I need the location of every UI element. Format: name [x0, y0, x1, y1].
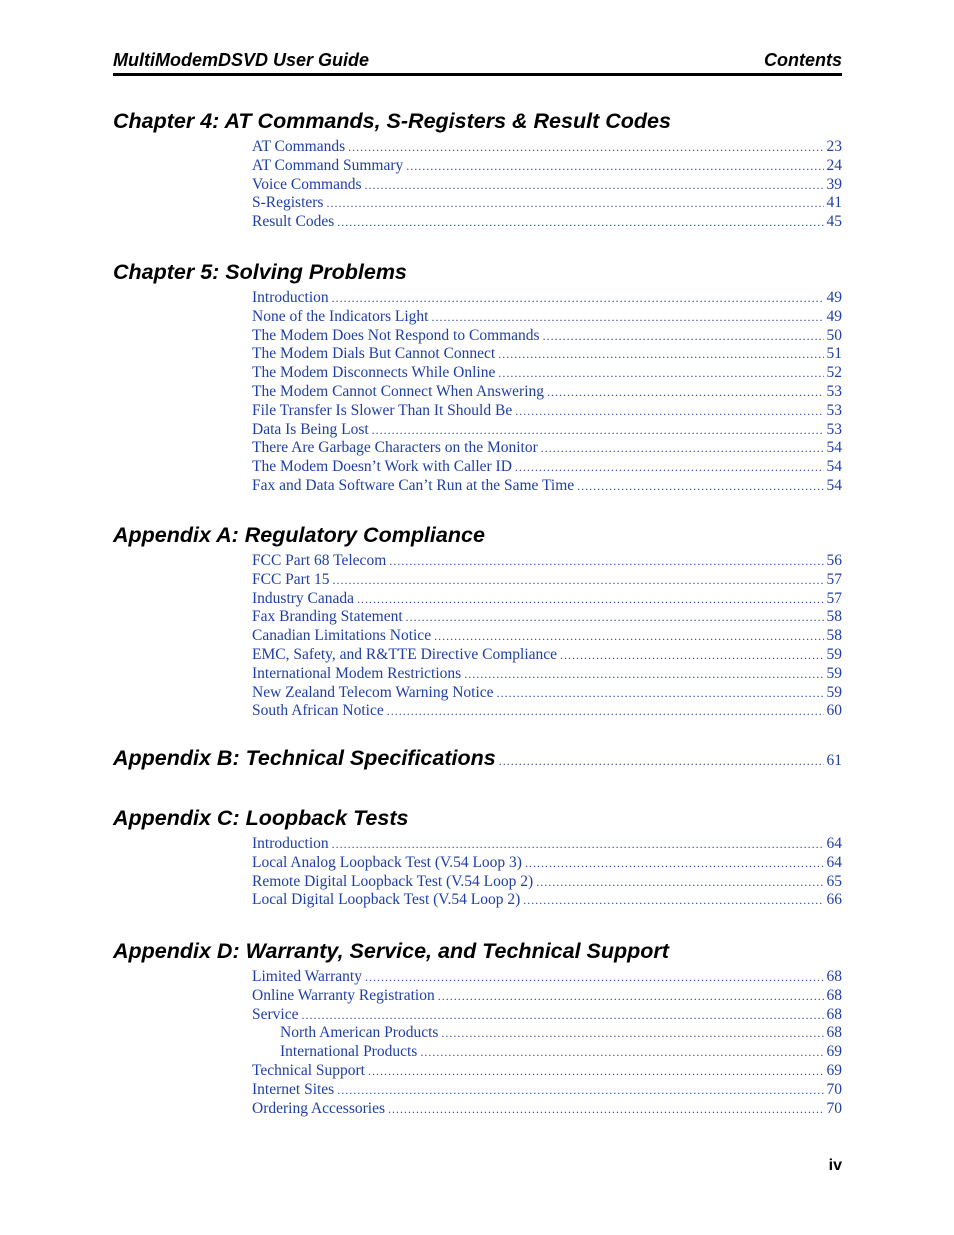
- toc-entry-label[interactable]: None of the Indicators Light: [252, 307, 429, 325]
- dot-leader: [388, 1100, 824, 1119]
- dot-leader: [541, 439, 824, 458]
- toc-entry-page[interactable]: 68: [826, 1005, 842, 1023]
- toc-entry-page[interactable]: 54: [826, 476, 842, 494]
- dot-leader: [523, 891, 823, 910]
- toc-entry[interactable]: [252, 308, 842, 327]
- dot-leader: [337, 1081, 823, 1100]
- toc-entry-label[interactable]: Limited Warranty: [252, 968, 362, 985]
- toc-entry-label[interactable]: Service: [252, 1005, 299, 1023]
- toc-entry-page[interactable]: 24: [826, 156, 842, 174]
- dot-leader: [434, 627, 823, 646]
- toc-entry[interactable]: [252, 1100, 842, 1119]
- toc-entry-page[interactable]: 39: [826, 175, 842, 193]
- toc-entry[interactable]: [252, 873, 842, 892]
- toc-section-appendix-a: [113, 521, 842, 721]
- dot-leader: [438, 987, 824, 1006]
- toc-entry[interactable]: [252, 665, 842, 684]
- dot-leader: [387, 702, 824, 721]
- dot-leader: [333, 571, 824, 590]
- toc-entry-page[interactable]: 52: [826, 364, 842, 382]
- dot-leader: [372, 421, 824, 440]
- dot-leader: [525, 854, 824, 873]
- dot-leader: [431, 308, 823, 327]
- dot-leader: [420, 1043, 823, 1062]
- toc-entry-label[interactable]: Online Warranty Registration: [252, 986, 435, 1004]
- toc-entry-label[interactable]: South African Notice: [252, 702, 384, 720]
- toc-entry[interactable]: [252, 627, 842, 646]
- dot-leader: [332, 289, 824, 308]
- toc-entry[interactable]: [252, 289, 842, 308]
- dot-leader: [497, 684, 824, 703]
- toc-entry[interactable]: [252, 702, 842, 721]
- toc-entry-page[interactable]: 58: [826, 627, 842, 645]
- toc-entry-page[interactable]: 54: [826, 439, 842, 457]
- dot-leader: [389, 552, 823, 571]
- dot-leader: [368, 1062, 824, 1081]
- dot-leader: [560, 646, 823, 665]
- toc-entry-label[interactable]: Remote Digital Loopback Test (V.54 Loop 2): [252, 872, 534, 890]
- toc-entry[interactable]: [252, 383, 842, 402]
- toc-entry-page[interactable]: 70: [826, 1099, 842, 1117]
- toc-entry-label[interactable]: The Modem Cannot Connect When Answering: [252, 382, 545, 400]
- toc-entry-page[interactable]: 53: [826, 382, 842, 400]
- toc-entry-page[interactable]: 65: [826, 872, 842, 890]
- toc-entry-page[interactable]: 56: [826, 552, 842, 569]
- toc-entry-label[interactable]: Technical Support: [252, 1061, 365, 1079]
- toc-entry-label[interactable]: The Modem Disconnects While Online: [252, 364, 496, 382]
- toc-entry[interactable]: [252, 1006, 842, 1025]
- toc-entry-page[interactable]: 68: [826, 986, 842, 1004]
- toc-entry-label[interactable]: FCC Part 15: [252, 570, 330, 588]
- toc-entry-label[interactable]: The Modem Dials But Cannot Connect: [252, 345, 496, 363]
- toc-entry-page[interactable]: 60: [826, 702, 842, 720]
- toc-entry-page[interactable]: 23: [826, 138, 842, 155]
- toc-entry-label[interactable]: FCC Part 68 Telecom: [252, 552, 387, 569]
- toc-entry-page[interactable]: 59: [826, 683, 842, 701]
- toc-section-appendix-c: [113, 804, 842, 910]
- toc-entry-page[interactable]: 68: [826, 968, 842, 985]
- toc-entry-label[interactable]: New Zealand Telecom Warning Notice: [252, 683, 494, 701]
- toc-entry-label[interactable]: There Are Garbage Characters on the Monitor: [252, 439, 538, 457]
- dot-leader: [536, 873, 823, 892]
- toc-entry[interactable]: [252, 157, 842, 176]
- toc-entry-page[interactable]: 41: [826, 194, 842, 212]
- toc-entry-page[interactable]: 49: [826, 307, 842, 325]
- toc-entry[interactable]: [252, 345, 842, 364]
- toc-entry-page[interactable]: 69: [826, 1043, 842, 1061]
- toc-entry[interactable]: [252, 854, 842, 873]
- toc-section-appendix-d: [113, 937, 842, 1118]
- dot-leader: [498, 364, 823, 383]
- toc-entry[interactable]: [252, 138, 842, 157]
- dot-leader: [464, 665, 823, 684]
- toc-entry-label[interactable]: AT Commands: [252, 138, 346, 155]
- toc-entry-label[interactable]: S-Registers: [252, 194, 324, 212]
- toc-section-appendix-b[interactable]: [113, 746, 842, 771]
- toc-entry[interactable]: [252, 327, 842, 346]
- toc-entry-label[interactable]: Data Is Being Lost: [252, 420, 369, 438]
- toc-entry-label[interactable]: Fax Branding Statement: [252, 608, 403, 626]
- toc-entry-label[interactable]: Industry Canada: [252, 589, 355, 607]
- toc-entry-page[interactable]: 68: [826, 1024, 842, 1042]
- dot-leader: [577, 477, 823, 496]
- dot-leader: [301, 1006, 823, 1025]
- header-rule: [113, 73, 842, 76]
- section-title: Chapter 5: Solving Problems: [113, 260, 407, 284]
- toc-entry-page[interactable]: 59: [826, 645, 842, 663]
- toc-entry[interactable]: [252, 646, 842, 665]
- toc-entry-page[interactable]: 49: [826, 289, 842, 306]
- toc-entry-page[interactable]: 50: [826, 326, 842, 344]
- header-guide-title: MultiModemDSVD User Guide: [113, 50, 370, 70]
- toc-entry[interactable]: [252, 571, 842, 590]
- section-title: Appendix A: Regulatory Compliance: [113, 523, 485, 547]
- toc-entry-page[interactable]: 59: [826, 664, 842, 682]
- toc-entry[interactable]: [252, 891, 842, 910]
- toc-entry-label[interactable]: Fax and Data Software Can’t Run at the Same Time: [252, 476, 575, 494]
- toc-entry-label[interactable]: Local Analog Loopback Test (V.54 Loop 3): [252, 853, 522, 871]
- toc-entry[interactable]: [252, 364, 842, 383]
- toc-entry[interactable]: [252, 608, 842, 627]
- toc-entry-page[interactable]: 69: [826, 1061, 842, 1079]
- toc-entry-page[interactable]: 45: [826, 213, 842, 231]
- toc-entry[interactable]: [252, 590, 842, 609]
- section-title: Chapter 4: AT Commands, S-Registers & Result Codes: [113, 109, 671, 133]
- toc-entry-label[interactable]: EMC, Safety, and R&TTE Directive Compliance: [252, 645, 558, 663]
- dot-leader: [365, 176, 824, 195]
- page-header: [113, 48, 842, 72]
- toc-entry-label[interactable]: Result Codes: [252, 213, 335, 231]
- dot-leader: [441, 1024, 823, 1043]
- toc-entry-label[interactable]: Ordering Accessories: [252, 1099, 385, 1117]
- toc-entry-label[interactable]: Introduction: [252, 289, 329, 306]
- toc-entry[interactable]: [252, 1081, 842, 1100]
- toc-entry-page[interactable]: 70: [826, 1080, 842, 1098]
- dot-leader: [357, 590, 823, 609]
- toc-entry[interactable]: [252, 987, 842, 1006]
- toc-entry-label[interactable]: File Transfer Is Slower Than It Should Be: [252, 401, 513, 419]
- toc-subentry[interactable]: [252, 1024, 842, 1043]
- toc-entry-page[interactable]: 64: [826, 853, 842, 871]
- dot-leader: [406, 608, 824, 627]
- page-number: iv: [828, 1157, 842, 1174]
- toc-entry-page[interactable]: 57: [826, 589, 842, 607]
- toc-entry[interactable]: [252, 968, 842, 987]
- toc-entry-page[interactable]: 54: [826, 458, 842, 476]
- toc-entry[interactable]: [252, 421, 842, 440]
- dot-leader: [499, 754, 824, 769]
- dot-leader: [547, 383, 823, 402]
- toc-entry-label[interactable]: North American Products: [280, 1024, 439, 1042]
- dot-leader: [498, 345, 823, 364]
- toc-entry-page[interactable]: 66: [826, 891, 842, 909]
- toc-entry[interactable]: [252, 439, 842, 458]
- toc-entry-label[interactable]: Introduction: [252, 835, 329, 852]
- toc-entry-page[interactable]: 61: [826, 752, 842, 769]
- dot-leader: [332, 835, 824, 854]
- toc-entry[interactable]: [252, 835, 842, 854]
- toc-entry-page[interactable]: 53: [826, 401, 842, 419]
- toc-entry-label[interactable]: The Modem Doesn’t Work with Caller ID: [252, 458, 512, 476]
- toc-entry-page[interactable]: 57: [826, 570, 842, 588]
- toc-section-chapter-5: [113, 258, 842, 496]
- toc-entry-label[interactable]: Voice Commands: [252, 175, 362, 193]
- toc-entry-label[interactable]: The Modem Does Not Respond to Commands: [252, 326, 540, 344]
- toc-entry[interactable]: [252, 684, 842, 703]
- dot-leader: [515, 402, 823, 421]
- toc-entry[interactable]: [252, 552, 842, 571]
- toc-entry[interactable]: [252, 477, 842, 496]
- toc-entry-label[interactable]: Canadian Limitations Notice: [252, 627, 432, 645]
- toc-entry-page[interactable]: 58: [826, 608, 842, 626]
- toc-entry[interactable]: [252, 402, 842, 421]
- dot-leader: [406, 157, 823, 176]
- toc-subentry[interactable]: [252, 1043, 842, 1062]
- dot-leader: [326, 194, 823, 213]
- dot-leader: [337, 213, 823, 232]
- toc-entry-label[interactable]: International Products: [280, 1043, 418, 1061]
- dot-leader: [348, 138, 823, 157]
- toc-entry[interactable]: [252, 1062, 842, 1081]
- section-title: Appendix D: Warranty, Service, and Technical Support: [113, 939, 669, 963]
- toc-entry[interactable]: [252, 176, 842, 195]
- toc-entry-label[interactable]: International Modem Restrictions: [252, 664, 462, 682]
- toc-entry-label[interactable]: Internet Sites: [252, 1080, 335, 1098]
- toc-section-chapter-4: [113, 107, 842, 232]
- section-title[interactable]: Appendix B: Technical Specifications: [113, 746, 496, 770]
- toc-entry-label[interactable]: Local Digital Loopback Test (V.54 Loop 2): [252, 891, 521, 909]
- section-title: Appendix C: Loopback Tests: [113, 806, 409, 830]
- header-section-name: Contents: [764, 50, 842, 70]
- toc-entry-page[interactable]: 64: [826, 835, 842, 852]
- toc-entry[interactable]: [252, 458, 842, 477]
- toc-entry-page[interactable]: 53: [826, 420, 842, 438]
- dot-leader: [515, 458, 824, 477]
- toc-entry[interactable]: [252, 194, 842, 213]
- toc-entry-page[interactable]: 51: [826, 345, 842, 363]
- toc-entry-label[interactable]: AT Command Summary: [252, 156, 404, 174]
- dot-leader: [365, 968, 824, 987]
- toc-entry[interactable]: [252, 213, 842, 232]
- dot-leader: [543, 327, 824, 346]
